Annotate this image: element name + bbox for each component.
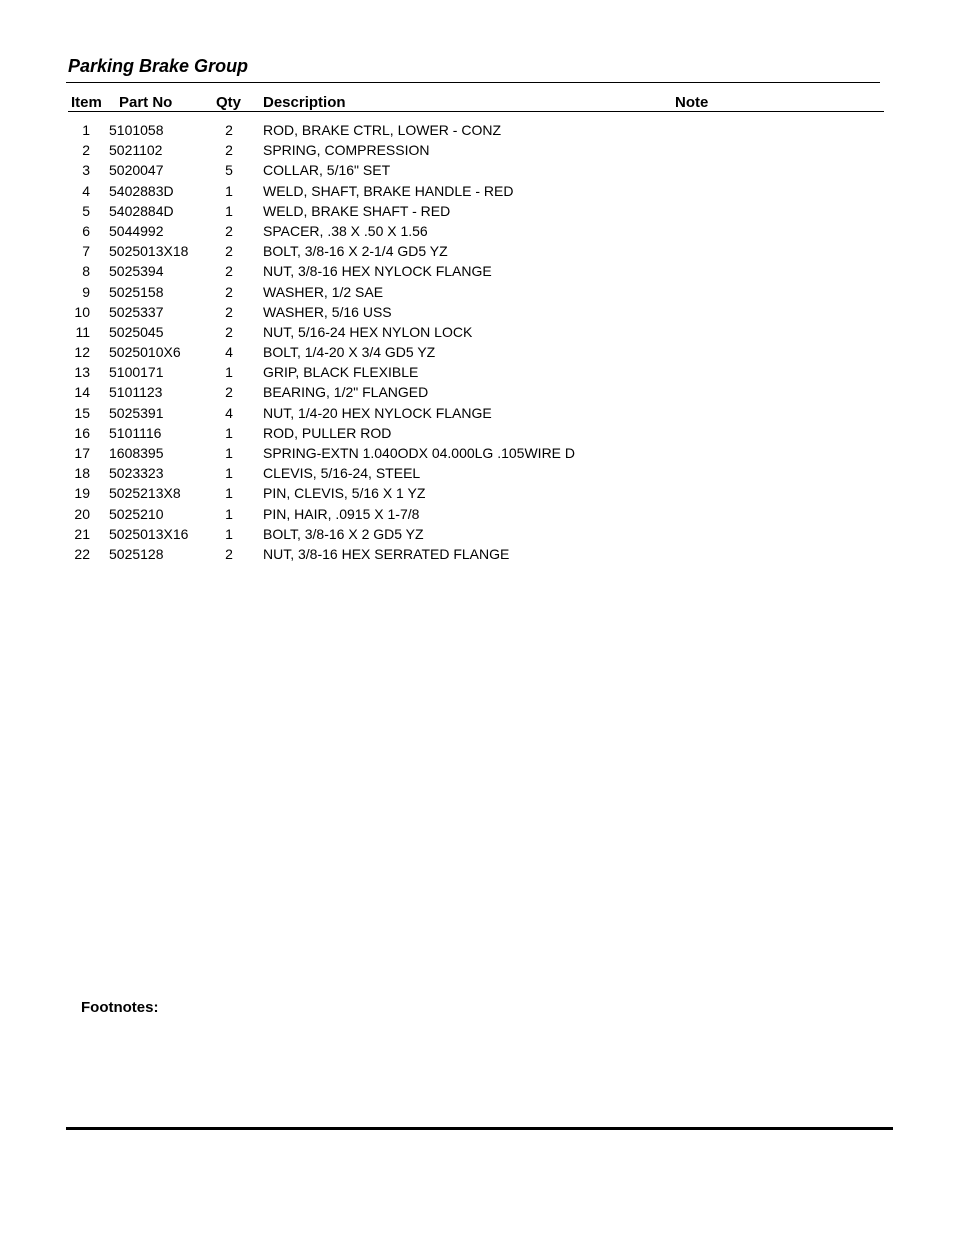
cell-part-no: 5023323 xyxy=(109,465,164,482)
cell-item: 3 xyxy=(82,162,90,179)
cell-item: 6 xyxy=(82,222,90,239)
cell-qty: 2 xyxy=(225,243,233,260)
cell-item: 14 xyxy=(74,384,90,401)
cell-item: 16 xyxy=(74,424,90,441)
table-row xyxy=(0,424,954,444)
cell-part-no: 5025045 xyxy=(109,323,164,340)
cell-qty: 2 xyxy=(225,122,233,138)
table-row xyxy=(0,404,954,424)
cell-description: GRIP, BLACK FLEXIBLE xyxy=(263,364,419,381)
column-header-qty: Qty xyxy=(216,94,242,111)
cell-description: NUT, 1/4-20 HEX NYLOCK FLANGE xyxy=(263,404,492,421)
parts-table-header xyxy=(0,94,954,112)
cell-description: NUT, 5/16-24 HEX NYLON LOCK xyxy=(263,323,473,340)
cell-qty: 1 xyxy=(225,364,233,381)
cell-part-no: 5025158 xyxy=(109,283,164,300)
cell-part-no: 5021102 xyxy=(109,142,163,159)
page-title: Parking Brake Group xyxy=(68,56,249,76)
cell-part-no: 5402884D xyxy=(109,202,174,219)
cell-qty: 2 xyxy=(225,142,233,159)
cell-part-no: 5025210 xyxy=(109,505,164,522)
cell-description: BEARING, 1/2" FLANGED xyxy=(263,384,429,401)
cell-item: 7 xyxy=(82,243,90,260)
cell-qty: 1 xyxy=(225,202,233,219)
cell-part-no: 5101123 xyxy=(109,384,163,401)
cell-qty: 1 xyxy=(225,465,233,482)
cell-description: ROD, PULLER ROD xyxy=(263,424,392,441)
cell-item: 19 xyxy=(74,485,90,502)
title-divider xyxy=(66,82,880,83)
cell-qty: 4 xyxy=(225,404,233,421)
cell-qty: 2 xyxy=(225,303,233,320)
cell-item: 22 xyxy=(74,545,90,562)
cell-item: 10 xyxy=(74,303,90,320)
cell-part-no: 5025213X8 xyxy=(109,485,181,502)
cell-part-no: 1608395 xyxy=(109,445,164,461)
cell-description: SPRING-EXTN 1.040ODX 04.000LG .105WIRE D xyxy=(263,445,576,461)
table-row xyxy=(0,484,954,504)
table-row xyxy=(0,363,954,383)
table-row xyxy=(0,444,954,464)
cell-description: BOLT, 3/8-16 X 2 GD5 YZ xyxy=(263,525,424,542)
table-row xyxy=(0,222,954,242)
cell-qty: 2 xyxy=(225,545,233,562)
table-row xyxy=(0,182,954,202)
table-row xyxy=(0,262,954,282)
cell-description: BOLT, 3/8-16 X 2-1/4 GD5 YZ xyxy=(263,243,448,260)
table-row xyxy=(0,202,954,222)
cell-description: SPACER, .38 X .50 X 1.56 xyxy=(263,222,428,239)
cell-item: 8 xyxy=(82,263,90,280)
cell-qty: 1 xyxy=(225,445,233,461)
cell-description: BOLT, 1/4-20 X 3/4 GD5 YZ xyxy=(263,344,436,361)
cell-part-no: 5101058 xyxy=(109,122,164,138)
cell-item: 12 xyxy=(74,344,90,361)
table-row xyxy=(0,505,954,525)
cell-description: ROD, BRAKE CTRL, LOWER - CONZ xyxy=(263,122,502,138)
column-header-part-no: Part No xyxy=(119,94,173,111)
cell-description: WASHER, 1/2 SAE xyxy=(263,283,384,300)
cell-qty: 1 xyxy=(225,424,233,441)
cell-part-no: 5044992 xyxy=(109,222,164,239)
cell-item: 13 xyxy=(74,364,90,381)
table-row xyxy=(0,464,954,484)
cell-description: COLLAR, 5/16" SET xyxy=(263,162,391,179)
cell-description: WELD, BRAKE SHAFT - RED xyxy=(263,202,451,219)
table-row xyxy=(0,283,954,303)
table-row xyxy=(0,343,954,363)
cell-part-no: 5025010X6 xyxy=(109,344,181,361)
cell-qty: 1 xyxy=(225,485,233,502)
column-header-note: Note xyxy=(675,94,709,111)
table-row xyxy=(0,545,954,565)
cell-qty: 1 xyxy=(225,505,233,522)
table-row xyxy=(0,161,954,181)
cell-description: NUT, 3/8-16 HEX SERRATED FLANGE xyxy=(263,545,510,562)
cell-qty: 2 xyxy=(225,323,233,340)
cell-qty: 4 xyxy=(225,344,233,361)
cell-part-no: 5025337 xyxy=(109,303,164,320)
cell-part-no: 5101116 xyxy=(109,424,162,441)
cell-qty: 2 xyxy=(225,384,233,401)
cell-item: 11 xyxy=(75,323,90,340)
cell-description: NUT, 3/8-16 HEX NYLOCK FLANGE xyxy=(263,263,492,280)
cell-part-no: 5402883D xyxy=(109,182,174,199)
cell-qty: 2 xyxy=(225,222,233,239)
cell-description: SPRING, COMPRESSION xyxy=(263,142,430,159)
column-header-description: Description xyxy=(263,94,346,111)
cell-item: 21 xyxy=(74,525,90,542)
cell-item: 15 xyxy=(74,404,90,421)
cell-item: 4 xyxy=(82,182,90,199)
cell-description: CLEVIS, 5/16-24, STEEL xyxy=(263,465,421,482)
cell-item: 5 xyxy=(82,202,90,219)
cell-description: PIN, HAIR, .0915 X 1-7/8 xyxy=(263,505,420,522)
table-row xyxy=(0,121,954,141)
cell-part-no: 5025394 xyxy=(109,263,164,280)
cell-item: 9 xyxy=(82,283,90,300)
cell-item: 20 xyxy=(74,505,90,522)
table-row xyxy=(0,323,954,343)
cell-part-no: 5100171 xyxy=(109,364,164,381)
parts-table-body xyxy=(0,121,954,565)
cell-description: WASHER, 5/16 USS xyxy=(263,303,392,320)
bottom-divider xyxy=(66,1127,893,1130)
cell-qty: 2 xyxy=(225,263,233,280)
footnotes-label: Footnotes: xyxy=(81,999,159,1016)
cell-qty: 1 xyxy=(225,525,233,542)
header-divider xyxy=(68,111,884,112)
table-row xyxy=(0,242,954,262)
cell-part-no: 5025391 xyxy=(109,404,164,421)
cell-description: WELD, SHAFT, BRAKE HANDLE - RED xyxy=(263,182,514,199)
table-row xyxy=(0,525,954,545)
cell-part-no: 5025013X16 xyxy=(109,525,189,542)
cell-part-no: 5025128 xyxy=(109,545,164,562)
cell-part-no: 5025013X18 xyxy=(109,243,189,260)
cell-item: 1 xyxy=(82,122,90,138)
table-row xyxy=(0,141,954,161)
cell-qty: 2 xyxy=(225,283,233,300)
table-row xyxy=(0,303,954,323)
cell-qty: 5 xyxy=(225,162,233,179)
column-header-item: Item xyxy=(71,94,102,111)
cell-description: PIN, CLEVIS, 5/16 X 1 YZ xyxy=(263,485,426,502)
table-row xyxy=(0,383,954,403)
cell-qty: 1 xyxy=(225,182,233,199)
cell-item: 2 xyxy=(82,142,90,159)
cell-item: 17 xyxy=(74,445,90,461)
cell-part-no: 5020047 xyxy=(109,162,164,179)
cell-item: 18 xyxy=(74,465,90,482)
